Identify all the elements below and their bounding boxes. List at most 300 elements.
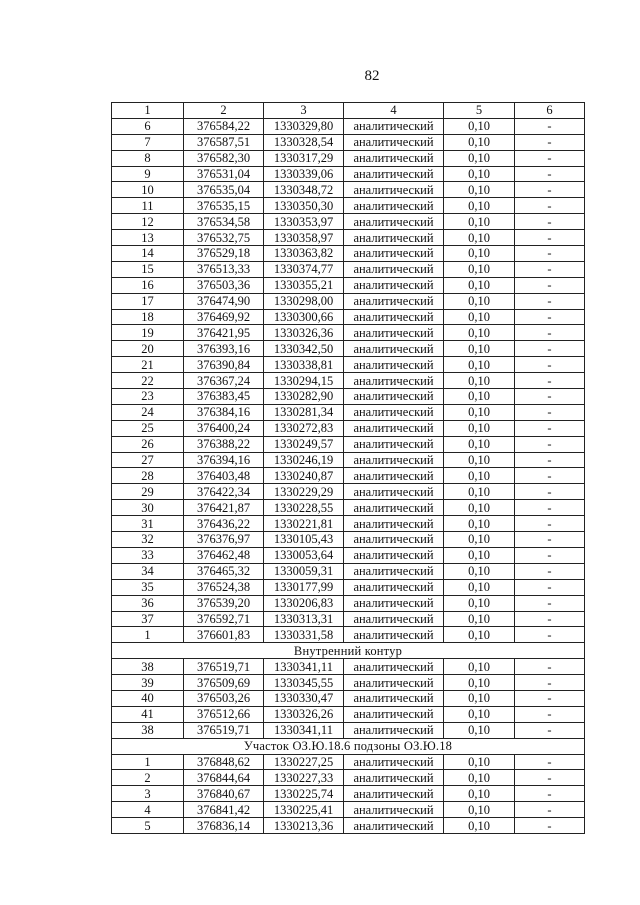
table-row — [112, 118, 585, 134]
table-cell: аналитический — [344, 214, 444, 230]
table-cell: 30 — [112, 500, 184, 516]
table-cell: 0,10 — [444, 341, 515, 357]
table-cell: - — [515, 659, 585, 675]
table-cell: 0,10 — [444, 325, 515, 341]
table-cell: 376462,48 — [184, 547, 264, 563]
table-row — [112, 627, 585, 643]
table-cell: 376535,15 — [184, 198, 264, 214]
table-cell: - — [515, 150, 585, 166]
table-cell: 376524,38 — [184, 579, 264, 595]
table-cell: 0,10 — [444, 706, 515, 722]
table-row — [112, 404, 585, 420]
table-cell: - — [515, 452, 585, 468]
table-cell: - — [515, 182, 585, 198]
table-cell: 376512,66 — [184, 706, 264, 722]
table-cell: 1330342,50 — [264, 341, 344, 357]
table-cell: 0,10 — [444, 754, 515, 770]
table-cell: 24 — [112, 404, 184, 420]
table-cell: 376519,71 — [184, 659, 264, 675]
table-cell: 1330282,90 — [264, 389, 344, 405]
table-row — [112, 293, 585, 309]
table-row — [112, 277, 585, 293]
table-cell: - — [515, 230, 585, 246]
table-cell: 376384,16 — [184, 404, 264, 420]
table-cell: 32 — [112, 532, 184, 548]
table-cell: аналитический — [344, 293, 444, 309]
table-row — [112, 484, 585, 500]
table-cell: 35 — [112, 579, 184, 595]
table-cell: - — [515, 325, 585, 341]
table-cell: 0,10 — [444, 436, 515, 452]
table-cell: - — [515, 309, 585, 325]
table-cell: 4 — [112, 802, 184, 818]
table-cell: - — [515, 611, 585, 627]
table-cell: аналитический — [344, 309, 444, 325]
table-cell: 0,10 — [444, 182, 515, 198]
table-row — [112, 547, 585, 563]
table-cell: 0,10 — [444, 532, 515, 548]
table-cell: 0,10 — [444, 452, 515, 468]
table-cell: - — [515, 198, 585, 214]
table-cell: 31 — [112, 516, 184, 532]
table-cell: - — [515, 754, 585, 770]
table-cell: 20 — [112, 341, 184, 357]
table-cell: 29 — [112, 484, 184, 500]
table-cell: аналитический — [344, 818, 444, 834]
table-cell: 18 — [112, 309, 184, 325]
table-cell: 376394,16 — [184, 452, 264, 468]
table-cell: 1330326,26 — [264, 706, 344, 722]
table-cell: 40 — [112, 690, 184, 706]
table-cell: - — [515, 627, 585, 643]
table-row — [112, 420, 585, 436]
table-row — [112, 150, 585, 166]
table-cell: 376393,16 — [184, 341, 264, 357]
page-number: 82 — [364, 68, 380, 84]
table-cell: 376422,34 — [184, 484, 264, 500]
table-cell: аналитический — [344, 547, 444, 563]
table-cell: аналитический — [344, 198, 444, 214]
table-cell: 376383,45 — [184, 389, 264, 405]
table-row — [112, 675, 585, 691]
table-cell: 1330374,77 — [264, 261, 344, 277]
table-cell: аналитический — [344, 786, 444, 802]
table-cell: 1330317,29 — [264, 150, 344, 166]
table-cell: 1330177,99 — [264, 579, 344, 595]
table-cell: - — [515, 293, 585, 309]
table-row — [112, 563, 585, 579]
table-cell: 376509,69 — [184, 675, 264, 691]
table-cell: 17 — [112, 293, 184, 309]
table-row — [112, 802, 585, 818]
table-cell: 0,10 — [444, 389, 515, 405]
table-cell: аналитический — [344, 325, 444, 341]
table-header-row — [112, 103, 585, 119]
table-cell: 0,10 — [444, 373, 515, 389]
table-cell: аналитический — [344, 373, 444, 389]
table-cell: 376532,75 — [184, 230, 264, 246]
table-cell: аналитический — [344, 150, 444, 166]
table-cell: 0,10 — [444, 230, 515, 246]
table-cell: 1330341,11 — [264, 659, 344, 675]
table-cell: 7 — [112, 134, 184, 150]
table-cell: 376534,58 — [184, 214, 264, 230]
table-cell: аналитический — [344, 246, 444, 262]
table-cell: 1330246,19 — [264, 452, 344, 468]
table-cell: 376421,87 — [184, 500, 264, 516]
table-cell: 1330059,31 — [264, 563, 344, 579]
table-row — [112, 786, 585, 802]
table-cell: 376587,51 — [184, 134, 264, 150]
table-cell: 0,10 — [444, 134, 515, 150]
table-cell: 376529,18 — [184, 246, 264, 262]
table-cell: 0,10 — [444, 214, 515, 230]
table-cell: - — [515, 436, 585, 452]
table-cell: - — [515, 563, 585, 579]
table-cell: аналитический — [344, 134, 444, 150]
table-cell: 376836,14 — [184, 818, 264, 834]
table-cell: аналитический — [344, 659, 444, 675]
table-cell: 0,10 — [444, 500, 515, 516]
table-cell: 0,10 — [444, 563, 515, 579]
table-cell: аналитический — [344, 690, 444, 706]
table-row — [112, 452, 585, 468]
table-cell: аналитический — [344, 579, 444, 595]
table-cell: 26 — [112, 436, 184, 452]
table-cell: 376584,22 — [184, 118, 264, 134]
table-cell: аналитический — [344, 436, 444, 452]
table-row — [112, 706, 585, 722]
table-cell: - — [515, 404, 585, 420]
table-cell: - — [515, 547, 585, 563]
table-cell: - — [515, 532, 585, 548]
table-row — [112, 182, 585, 198]
table-cell: 1330329,80 — [264, 118, 344, 134]
table-cell: 0,10 — [444, 357, 515, 373]
table-cell: 3 — [264, 103, 344, 119]
table-cell: 27 — [112, 452, 184, 468]
table-row — [112, 722, 585, 738]
table-cell: - — [515, 595, 585, 611]
table-cell: 376421,95 — [184, 325, 264, 341]
table-cell: 1330353,97 — [264, 214, 344, 230]
table-cell: 1330053,64 — [264, 547, 344, 563]
table-row — [112, 436, 585, 452]
table-cell: 1330225,74 — [264, 786, 344, 802]
table-row — [112, 341, 585, 357]
table-cell: 0,10 — [444, 404, 515, 420]
table-row — [112, 214, 585, 230]
table-cell: - — [515, 373, 585, 389]
table-cell: 39 — [112, 675, 184, 691]
table-cell: 0,10 — [444, 611, 515, 627]
table-cell: 376390,84 — [184, 357, 264, 373]
table-cell: аналитический — [344, 770, 444, 786]
table-row — [112, 532, 585, 548]
table-cell: - — [515, 500, 585, 516]
table-cell: аналитический — [344, 420, 444, 436]
table-cell: 0,10 — [444, 484, 515, 500]
table-cell: 1330355,21 — [264, 277, 344, 293]
table-row — [112, 754, 585, 770]
table-row — [112, 500, 585, 516]
table-cell: аналитический — [344, 118, 444, 134]
table-cell: 1330298,00 — [264, 293, 344, 309]
table-row — [112, 325, 585, 341]
table-row — [112, 198, 585, 214]
table-cell: 12 — [112, 214, 184, 230]
table-cell: 6 — [112, 118, 184, 134]
table-cell: 0,10 — [444, 547, 515, 563]
table-cell: 1330328,54 — [264, 134, 344, 150]
table-cell: 376840,67 — [184, 786, 264, 802]
table-cell: 0,10 — [444, 722, 515, 738]
table-cell: 1330221,81 — [264, 516, 344, 532]
table-cell: 0,10 — [444, 802, 515, 818]
coordinates-table — [111, 102, 585, 834]
table-row — [112, 230, 585, 246]
table-cell: 21 — [112, 357, 184, 373]
section-title: Участок ОЗ.Ю.18.6 подзоны ОЗ.Ю.18 — [112, 738, 585, 754]
table-cell: 1330339,06 — [264, 166, 344, 182]
table-cell: 0,10 — [444, 786, 515, 802]
table-cell: 34 — [112, 563, 184, 579]
table-cell: 0,10 — [444, 261, 515, 277]
table-cell: 36 — [112, 595, 184, 611]
table-cell: аналитический — [344, 341, 444, 357]
table-cell: 1 — [112, 754, 184, 770]
section-title-row — [112, 643, 585, 659]
table-cell: 19 — [112, 325, 184, 341]
table-cell: 376503,36 — [184, 277, 264, 293]
table-cell: 11 — [112, 198, 184, 214]
table-cell: 1330350,30 — [264, 198, 344, 214]
table-cell: аналитический — [344, 722, 444, 738]
table-cell: 1330206,83 — [264, 595, 344, 611]
table-row — [112, 261, 585, 277]
table-cell: аналитический — [344, 516, 444, 532]
table-cell: 1330330,47 — [264, 690, 344, 706]
table-cell: 376388,22 — [184, 436, 264, 452]
table-cell: 1330358,97 — [264, 230, 344, 246]
table-cell: 1330105,43 — [264, 532, 344, 548]
table-cell: - — [515, 277, 585, 293]
table-row — [112, 309, 585, 325]
table-row — [112, 357, 585, 373]
table-cell: 0,10 — [444, 595, 515, 611]
table-cell: 1330227,33 — [264, 770, 344, 786]
table-cell: 376503,26 — [184, 690, 264, 706]
table-cell: 0,10 — [444, 150, 515, 166]
table-row — [112, 579, 585, 595]
table-cell: 0,10 — [444, 579, 515, 595]
table-cell: 1330281,34 — [264, 404, 344, 420]
table-cell: 25 — [112, 420, 184, 436]
table-cell: 1330227,25 — [264, 754, 344, 770]
table-cell: аналитический — [344, 468, 444, 484]
table-cell: 38 — [112, 722, 184, 738]
table-cell: 1330228,55 — [264, 500, 344, 516]
table-cell: - — [515, 357, 585, 373]
table-cell: 376592,71 — [184, 611, 264, 627]
table-cell: 22 — [112, 373, 184, 389]
table-cell: - — [515, 246, 585, 262]
table-cell: 8 — [112, 150, 184, 166]
table-row — [112, 770, 585, 786]
table-cell: 5 — [444, 103, 515, 119]
table-cell: 1330213,36 — [264, 818, 344, 834]
table-cell: 376376,97 — [184, 532, 264, 548]
table-cell: - — [515, 166, 585, 182]
table-cell: 2 — [184, 103, 264, 119]
table-cell: аналитический — [344, 389, 444, 405]
table-cell: аналитический — [344, 675, 444, 691]
table-cell: 1330363,82 — [264, 246, 344, 262]
table-cell: - — [515, 770, 585, 786]
table-cell: - — [515, 214, 585, 230]
table-cell: 23 — [112, 389, 184, 405]
table-cell: 0,10 — [444, 309, 515, 325]
table-cell: аналитический — [344, 532, 444, 548]
table-cell: 28 — [112, 468, 184, 484]
table-cell: аналитический — [344, 404, 444, 420]
table-cell: 376539,20 — [184, 595, 264, 611]
table-cell: 0,10 — [444, 659, 515, 675]
table-cell: - — [515, 389, 585, 405]
table-cell: 4 — [344, 103, 444, 119]
table-cell: - — [515, 134, 585, 150]
table-cell: 1330345,55 — [264, 675, 344, 691]
table-row — [112, 134, 585, 150]
table-cell: 0,10 — [444, 516, 515, 532]
table-cell: 376513,33 — [184, 261, 264, 277]
table-cell: аналитический — [344, 500, 444, 516]
table-cell: 33 — [112, 547, 184, 563]
table-cell: 15 — [112, 261, 184, 277]
table-cell: - — [515, 675, 585, 691]
table-row — [112, 468, 585, 484]
table-cell: 14 — [112, 246, 184, 262]
table-cell: 37 — [112, 611, 184, 627]
table-cell: 0,10 — [444, 293, 515, 309]
table-row — [112, 516, 585, 532]
table-cell: 376519,71 — [184, 722, 264, 738]
table-cell: 1330300,66 — [264, 309, 344, 325]
table-cell: аналитический — [344, 277, 444, 293]
table-cell: - — [515, 118, 585, 134]
table-cell: аналитический — [344, 166, 444, 182]
table-cell: - — [515, 802, 585, 818]
table-cell: 376848,62 — [184, 754, 264, 770]
table-cell: 376465,32 — [184, 563, 264, 579]
table-cell: 0,10 — [444, 198, 515, 214]
table-cell: - — [515, 468, 585, 484]
table-cell: 38 — [112, 659, 184, 675]
table-cell: 1330249,57 — [264, 436, 344, 452]
table-cell: 1330272,83 — [264, 420, 344, 436]
table-cell: 0,10 — [444, 770, 515, 786]
table-cell: - — [515, 341, 585, 357]
table-cell: 376582,30 — [184, 150, 264, 166]
table-cell: 1330338,81 — [264, 357, 344, 373]
table-cell: 10 — [112, 182, 184, 198]
table-cell: - — [515, 706, 585, 722]
table-cell: 376844,64 — [184, 770, 264, 786]
table-cell: 6 — [515, 103, 585, 119]
table-row — [112, 373, 585, 389]
table-row — [112, 659, 585, 675]
table-cell: 1330294,15 — [264, 373, 344, 389]
table-cell: - — [515, 690, 585, 706]
table-cell: 0,10 — [444, 420, 515, 436]
table-cell: 41 — [112, 706, 184, 722]
table-cell: 376400,24 — [184, 420, 264, 436]
table-cell: 3 — [112, 786, 184, 802]
table-cell: 1330240,87 — [264, 468, 344, 484]
table-cell: 1 — [112, 103, 184, 119]
table-cell: 1330225,41 — [264, 802, 344, 818]
table-cell: 0,10 — [444, 468, 515, 484]
table-cell: 376367,24 — [184, 373, 264, 389]
table-cell: - — [515, 722, 585, 738]
table-cell: 0,10 — [444, 118, 515, 134]
table-cell: 1330313,31 — [264, 611, 344, 627]
table-row — [112, 166, 585, 182]
table-cell: 0,10 — [444, 690, 515, 706]
table-cell: - — [515, 818, 585, 834]
table-cell: аналитический — [344, 261, 444, 277]
table-cell: 5 — [112, 818, 184, 834]
table-row — [112, 690, 585, 706]
table-cell: - — [515, 420, 585, 436]
table-cell: 0,10 — [444, 277, 515, 293]
table-cell: аналитический — [344, 627, 444, 643]
table-cell: 1330341,11 — [264, 722, 344, 738]
table-cell: аналитический — [344, 611, 444, 627]
table-cell: аналитический — [344, 357, 444, 373]
table-cell: 376403,48 — [184, 468, 264, 484]
table-cell: аналитический — [344, 182, 444, 198]
table-cell: аналитический — [344, 802, 444, 818]
section-title: Внутренний контур — [112, 643, 585, 659]
table-row — [112, 818, 585, 834]
table-row — [112, 389, 585, 405]
table-cell: 0,10 — [444, 246, 515, 262]
table-cell: аналитический — [344, 230, 444, 246]
table-cell: 2 — [112, 770, 184, 786]
table-cell: 376531,04 — [184, 166, 264, 182]
table-cell: 376601,83 — [184, 627, 264, 643]
table-cell: 1 — [112, 627, 184, 643]
table-cell: 0,10 — [444, 818, 515, 834]
section-title-row — [112, 738, 585, 754]
table-cell: аналитический — [344, 706, 444, 722]
table-row — [112, 611, 585, 627]
table-cell: аналитический — [344, 754, 444, 770]
table-row — [112, 595, 585, 611]
table-cell: аналитический — [344, 595, 444, 611]
table-cell: 9 — [112, 166, 184, 182]
table-cell: 376841,42 — [184, 802, 264, 818]
table-cell: 376474,90 — [184, 293, 264, 309]
table-cell: - — [515, 516, 585, 532]
table-body — [112, 103, 585, 834]
table-cell: 1330348,72 — [264, 182, 344, 198]
table-cell: 0,10 — [444, 675, 515, 691]
table-cell: 0,10 — [444, 627, 515, 643]
table-cell: - — [515, 786, 585, 802]
table-cell: 0,10 — [444, 166, 515, 182]
